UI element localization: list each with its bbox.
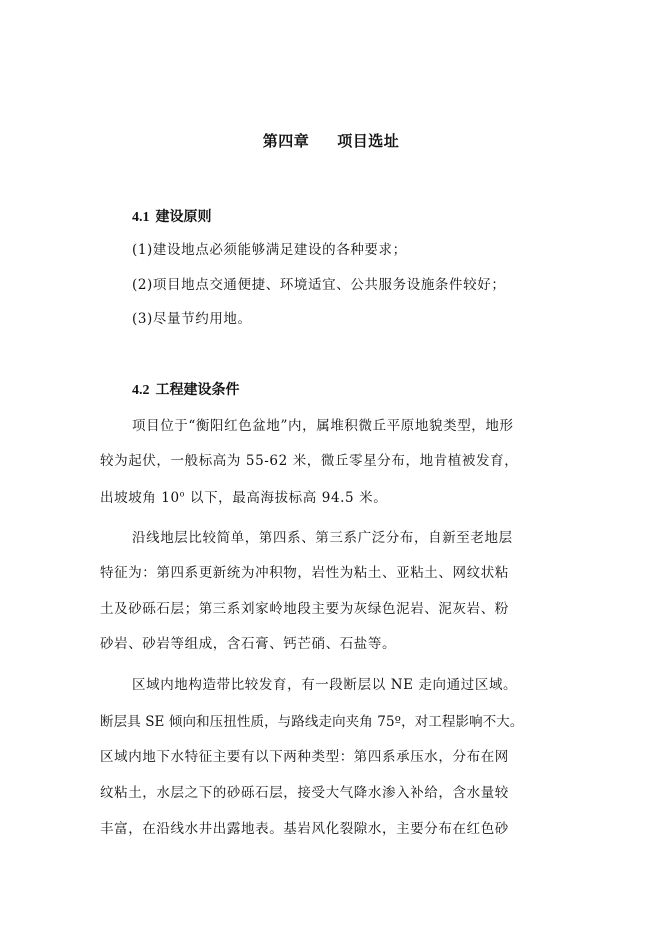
- chapter-title: [0, 130, 662, 151]
- paragraph-line: 土及砂砾石层；第三系刘家岭地段主要为灰绿色泥岩、泥灰岩、粉: [100, 601, 509, 617]
- chapter-name: 项目选址: [337, 132, 400, 150]
- paragraph-line: 特征为：第四系更新统为冲积物，岩性为粘土、亚粘土、网纹状粘: [100, 565, 509, 581]
- paragraph-line: 区域内地构造带比较发育，有一段断层以 NE 走向通过区域。: [132, 677, 518, 693]
- section-heading-4-1: [132, 206, 212, 226]
- paragraph-line: 砂岩、砂岩等组成，含石膏、钙芒硝、石盐等。: [100, 636, 397, 652]
- paragraph-line: 项目位于“衡阳红色盆地”内，属堆积微丘平原地貌类型，地形: [132, 418, 514, 434]
- section-number: 4.2: [132, 383, 150, 398]
- section-heading-4-2: [132, 379, 240, 399]
- paragraph-line: 纹粘土，水层之下的砂砾石层，接受大气降水渗入补给，含水量较: [100, 785, 509, 801]
- section-number: 4.1: [132, 210, 150, 225]
- principle-item-3: (3)尽量节约用地。: [132, 311, 252, 327]
- section-title: 建设原则: [155, 209, 212, 225]
- degree-mark: o: [179, 489, 186, 499]
- principle-item-1: (1)建设地点必须能够满足建设的各种要求；: [132, 242, 407, 258]
- paragraph-line: 断层具 SE 倾向和压扭性质，与路线走向夹角 75º，对工程影响不大。: [100, 714, 524, 730]
- paragraph-line: [100, 486, 387, 506]
- principle-item-2: (2)项目地点交通便捷、环境适宜、公共服务设施条件较好；: [132, 277, 506, 293]
- paragraph-line: 区域内地下水特征主要有以下两种类型：第四系承压水，分布在网: [100, 749, 509, 765]
- section-title: 工程建设条件: [155, 382, 240, 398]
- chapter-number: 第四章: [262, 132, 310, 150]
- line-text: 出坡坡角 10: [100, 490, 180, 506]
- paragraph-line: 沿线地层比较简单，第四系、第三系广泛分布，自新至老地层: [132, 530, 513, 546]
- line-text: 以下，最高海拔标高 94.5 米。: [185, 490, 388, 506]
- paragraph-line: 丰富，在沿线水井出露地表。基岩风化裂隙水，主要分布在红色砂: [100, 821, 509, 837]
- paragraph-line: 较为起伏，一般标高为 55-62 米，微丘零星分布，地肯植被发育，: [100, 453, 519, 469]
